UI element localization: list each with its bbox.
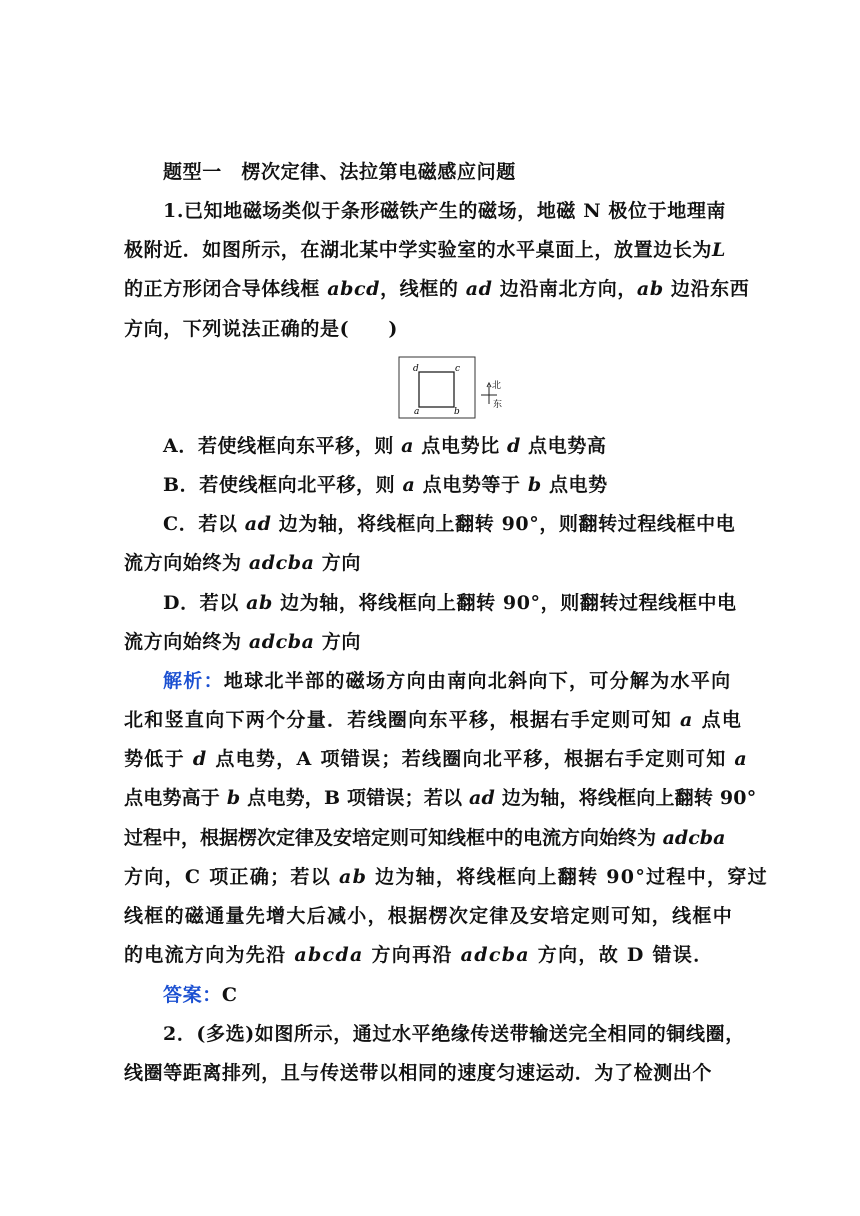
answer-label: 答案：	[163, 984, 222, 1006]
option-b: B．若使线框向北平移，则 a 点电势等于 b 点电势	[163, 474, 608, 496]
analysis-line-8: 的电流方向为先沿 abcda 方向再沿 adcba 方向，故 D 错误．	[124, 944, 714, 966]
label-east: 东	[493, 400, 503, 410]
analysis-line-3: 势低于 d 点电势，A 项错误；若线圈向北平移，根据右手定则可知 a	[124, 748, 749, 770]
label-c: c	[455, 364, 461, 374]
analysis-line-4: 点电势高于 b 点电势，B 项错误；若以 ad 边为轴，将线框向上翻转 90°	[124, 787, 757, 809]
analysis-label: 解析：	[163, 670, 224, 692]
square-frame-figure	[398, 356, 508, 420]
q2-line-2: 线圈等距离排列，且与传送带以相同的速度匀速运动．为了检测出个	[124, 1062, 713, 1084]
q1-line-4: 方向，下列说法正确的是( )	[124, 318, 398, 340]
label-a: a	[414, 407, 420, 417]
square-coil	[419, 372, 454, 407]
label-d: d	[413, 364, 419, 374]
q1-line-1: 1.已知地磁场类似于条形磁铁产生的磁场，地磁 N 极位于地理南	[163, 200, 727, 222]
label-north: 北	[492, 381, 502, 391]
q1-line-3: 的正方形闭合导体线框 abcd，线框的 ad 边沿南北方向，ab 边沿东西	[124, 278, 750, 300]
analysis-line-6: 方向，C 项正确；若以 ab 边为轴，将线框向上翻转 90°过程中，穿过	[124, 866, 768, 888]
answer-value: C	[221, 984, 238, 1006]
option-c-line-1: C．若以 ad 边为轴，将线框向上翻转 90°，则翻转过程线框中电	[163, 513, 736, 535]
q2-line-1: 2．(多选)如图所示，通过水平绝缘传送带输送完全相同的铜线圈，	[163, 1023, 745, 1045]
analysis-line-1: 解析：地球北半部的磁场方向由南向北斜向下，可分解为水平向	[163, 670, 732, 692]
analysis-line-7: 线框的磁通量先增大后减小，根据楞次定律及安培定则可知，线框中	[124, 905, 734, 927]
option-c-line-2: 流方向始终为 adcba 方向	[124, 552, 362, 574]
analysis-line-5: 过程中，根据楞次定律及安培定则可知线框中的电流方向始终为 adcba	[124, 827, 726, 849]
analysis-line-2: 北和竖直向下两个分量．若线圈向东平移，根据右手定则可知 a 点电	[124, 709, 743, 731]
option-a: A．若使线框向东平移，则 a 点电势比 d 点电势高	[163, 435, 607, 457]
answer-line	[163, 980, 744, 1010]
q1-line-2: 极附近．如图所示，在湖北某中学实验室的水平桌面上，放置边长为L	[124, 239, 726, 261]
option-d-line-1: D．若以 ab 边为轴，将线框向上翻转 90°，则翻转过程线框中电	[163, 592, 737, 614]
section-title: 题型一 楞次定律、法拉第电磁感应问题	[163, 161, 516, 183]
label-b: b	[454, 407, 460, 417]
option-d-line-2: 流方向始终为 adcba 方向	[124, 631, 362, 653]
figure-border	[399, 357, 475, 418]
